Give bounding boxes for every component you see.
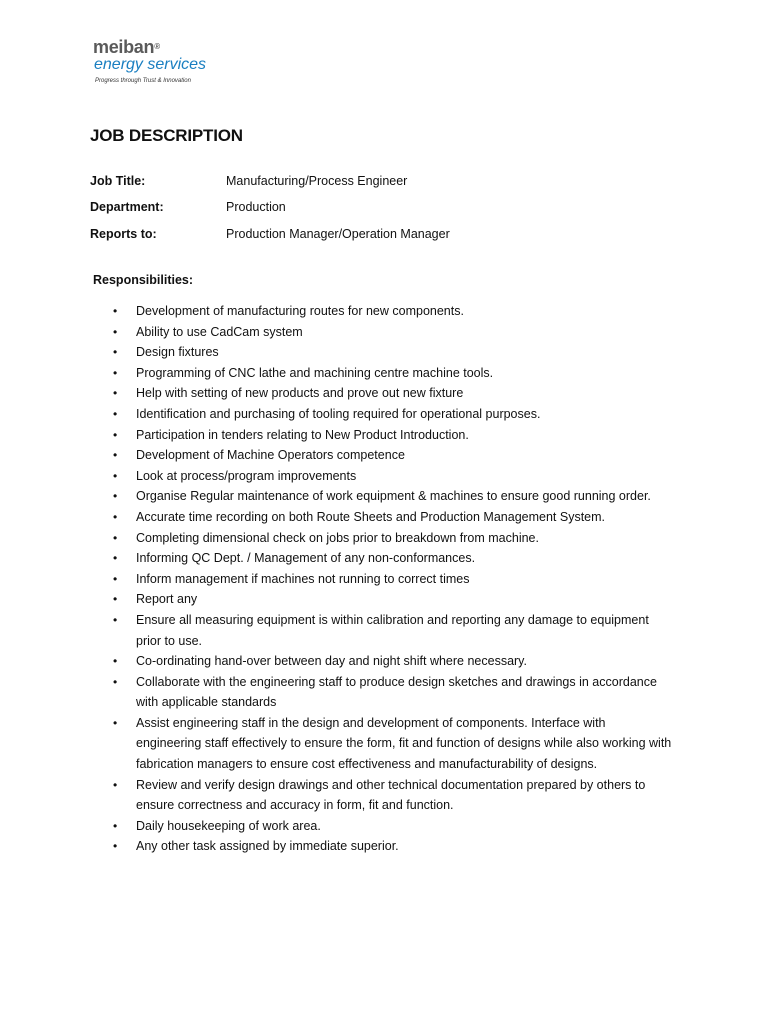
bullet-icon: • xyxy=(113,839,118,854)
responsibilities-heading: Responsibilities: xyxy=(93,273,194,287)
responsibility-item xyxy=(113,342,673,363)
bullet-icon: • xyxy=(113,818,118,833)
responsibility-text: Accurate time recording on both Route Sheets and Production Management System. xyxy=(136,509,606,524)
responsibility-item xyxy=(113,301,673,322)
bullet-icon: • xyxy=(113,674,118,689)
bullet-icon: • xyxy=(113,489,118,504)
responsibility-item xyxy=(113,713,673,775)
bullet-icon: • xyxy=(113,304,118,318)
responsibility-text: Programming of CNC lathe and machining centre machine tools. xyxy=(136,365,494,380)
bullet-icon: • xyxy=(113,509,118,524)
logo-brand-text: meiban xyxy=(93,37,155,57)
responsibility-text: Informing QC Dept. / Management of any non-conformances. xyxy=(136,551,476,566)
responsibility-item xyxy=(113,836,673,857)
responsibility-item xyxy=(113,445,673,466)
logo-registered-mark: ® xyxy=(154,42,160,51)
responsibility-text: Collaborate with the engineering staff to produce design sketches and drawings in accordance with applicable standards xyxy=(136,674,657,710)
job-title-label: Job Title: xyxy=(90,174,146,188)
responsibility-text: Help with setting of new products and prove out new fixture xyxy=(136,386,464,401)
responsibility-item xyxy=(113,548,673,569)
responsibility-text: Any other task assigned by immediate superior. xyxy=(136,839,399,854)
responsibility-item xyxy=(113,486,673,507)
responsibility-item xyxy=(113,383,673,404)
bullet-icon: • xyxy=(113,406,118,421)
company-logo xyxy=(93,38,253,90)
logo-services: energy services xyxy=(94,56,207,73)
logo-tagline: Progress through Trust & Innovation xyxy=(95,78,191,84)
bullet-icon: • xyxy=(113,715,118,730)
responsibility-text: Assist engineering staff in the design and development of components. Interface with engineering staff effectively to ensure the form, fit and function of designs while also working with fabrication managers to ensure cost effectiveness and manufacturability of designs. xyxy=(136,715,672,772)
bullet-icon: • xyxy=(113,612,118,627)
responsibility-item xyxy=(113,672,673,713)
responsibility-item xyxy=(113,589,673,610)
bullet-icon: • xyxy=(113,448,118,463)
responsibility-text: Ensure all measuring equipment is within calibration and reporting any damage to equipment prior to use. xyxy=(136,612,649,648)
bullet-icon: • xyxy=(113,777,118,792)
responsibility-text: Look at process/program improvements xyxy=(136,468,357,483)
responsibility-text: Identification and purchasing of tooling required for operational purposes. xyxy=(136,406,541,421)
bullet-icon: • xyxy=(113,592,118,607)
bullet-icon: • xyxy=(113,427,118,442)
reports-to-label: Reports to: xyxy=(90,227,157,241)
bullet-icon: • xyxy=(113,654,118,669)
department-label: Department: xyxy=(90,200,164,214)
responsibility-text: Report any xyxy=(136,592,198,607)
reports-to-value: Production Manager/Operation Manager xyxy=(226,227,450,241)
responsibility-item xyxy=(113,816,673,837)
responsibility-text: Organise Regular maintenance of work equipment & machines to ensure good running order. xyxy=(136,489,651,504)
responsibility-text: Development of Machine Operators competence xyxy=(136,448,405,463)
bullet-icon: • xyxy=(113,571,118,586)
responsibility-item xyxy=(113,507,673,528)
bullet-icon: • xyxy=(113,530,118,545)
job-title-value: Manufacturing/Process Engineer xyxy=(226,174,408,188)
responsibility-item xyxy=(113,610,673,651)
responsibility-item xyxy=(113,651,673,672)
responsibility-item xyxy=(113,363,673,384)
responsibility-item xyxy=(113,528,673,549)
responsibility-text: Design fixtures xyxy=(136,345,219,360)
responsibility-item xyxy=(113,404,673,425)
responsibility-text: Co-ordinating hand-over between day and night shift where necessary. xyxy=(136,654,527,669)
bullet-icon: • xyxy=(113,551,118,566)
responsibility-text: Daily housekeeping of work area. xyxy=(136,818,321,833)
responsibility-item xyxy=(113,466,673,487)
bullet-icon: • xyxy=(113,324,118,339)
responsibility-text: Participation in tenders relating to New Product Introduction. xyxy=(136,427,469,442)
responsibility-text: Inform management if machines not running to correct times xyxy=(136,571,470,586)
department-value: Production xyxy=(226,200,286,214)
responsibility-text: Ability to use CadCam system xyxy=(136,324,303,339)
bullet-icon: • xyxy=(113,365,118,380)
logo-brand xyxy=(93,38,160,56)
responsibility-item xyxy=(113,425,673,446)
responsibility-item xyxy=(113,569,673,590)
responsibility-text: Review and verify design drawings and other technical documentation prepared by others to ensure correctness and accuracy in form, fit and function. xyxy=(136,777,646,813)
bullet-icon: • xyxy=(113,386,118,401)
responsibility-item xyxy=(113,775,673,816)
responsibility-text: Completing dimensional check on jobs prior to breakdown from machine. xyxy=(136,530,539,545)
responsibilities-list xyxy=(113,301,673,857)
bullet-icon: • xyxy=(113,345,118,360)
responsibility-item xyxy=(113,322,673,343)
responsibility-text: Development of manufacturing routes for new components. xyxy=(136,304,464,318)
bullet-icon: • xyxy=(113,468,118,483)
document-title: JOB DESCRIPTION xyxy=(90,126,243,145)
